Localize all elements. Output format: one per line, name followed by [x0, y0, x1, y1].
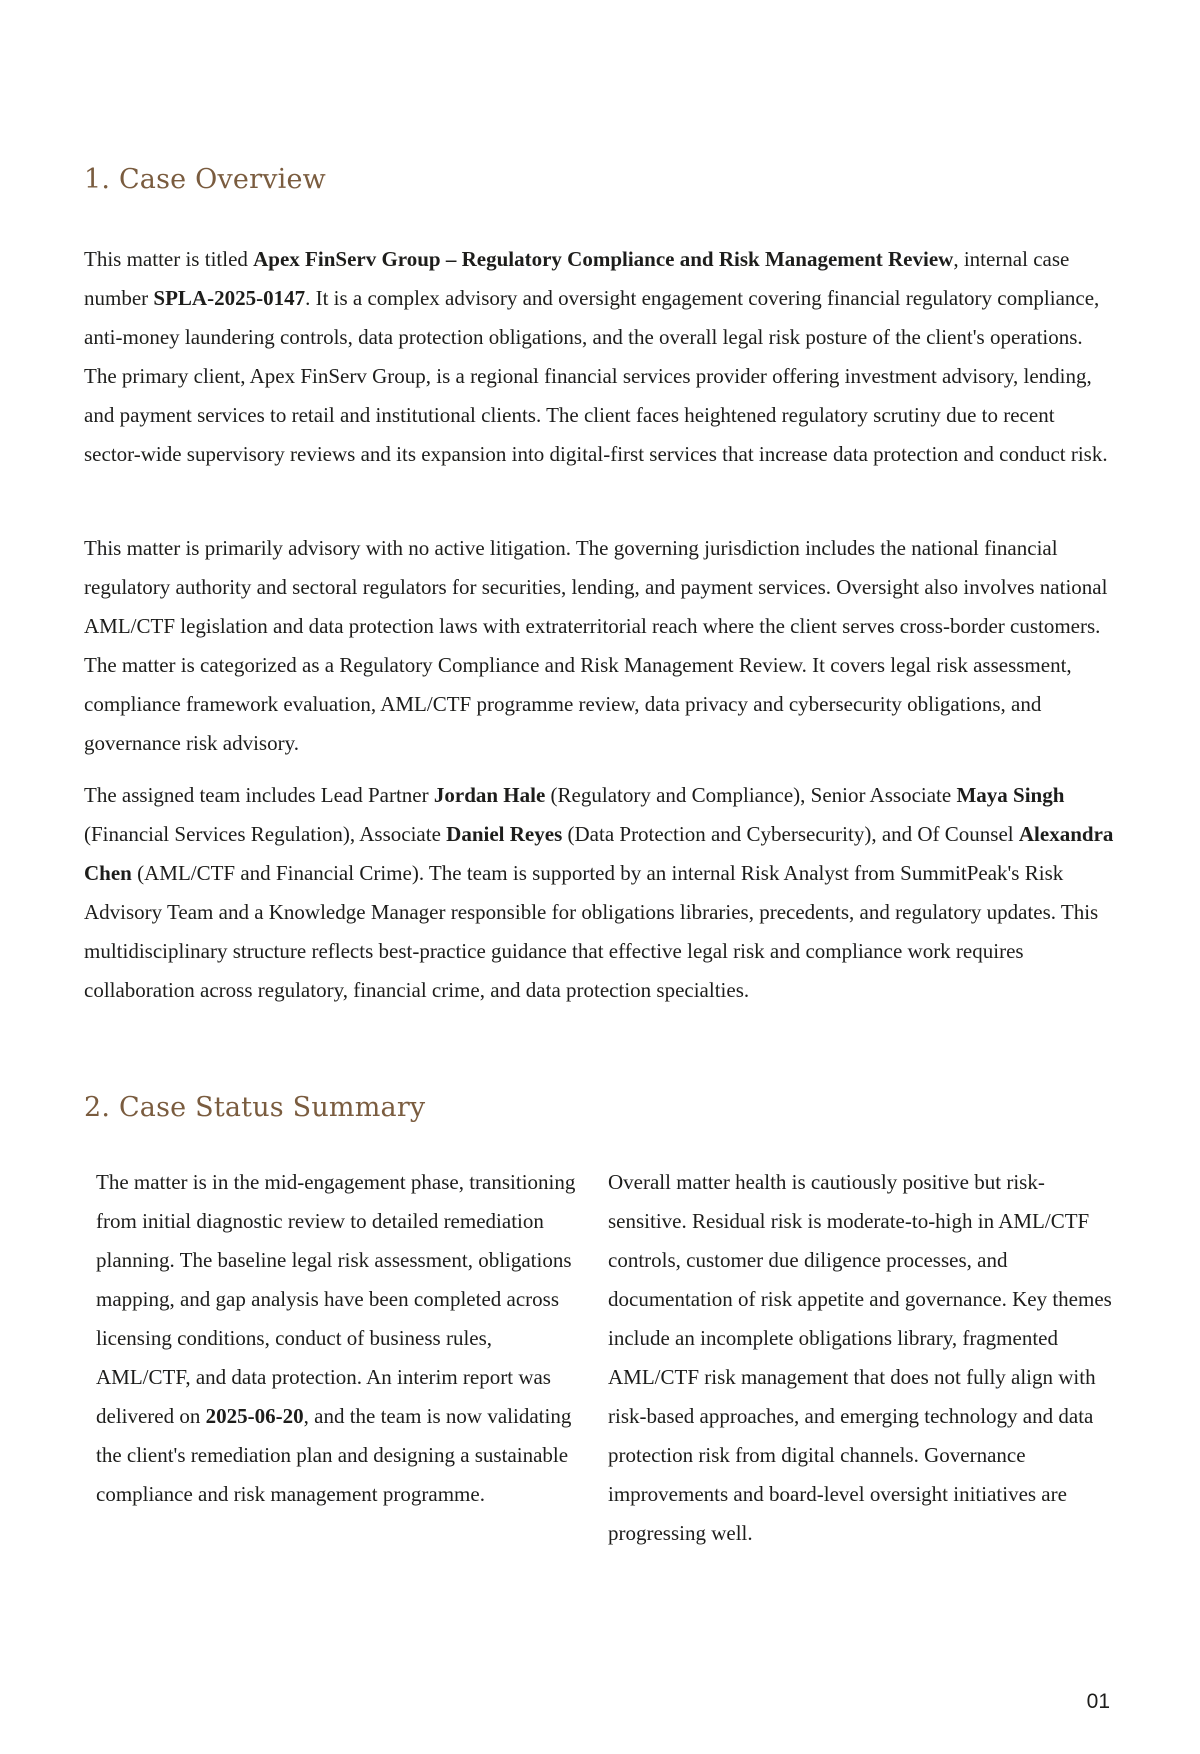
text-run: , internal case number — [84, 247, 1070, 310]
case-number: SPLA-2025-0147 — [153, 286, 306, 310]
overview-paragraph-2: This matter is primarily advisory with no active litigation. The governing jurisdiction includes the national financial regulatory authority and sectoral regulators for securities, lending, and payment services. Oversight also involves national AML/CTF legislation and data protection laws with extraterritorial reach where the client serves cross-border customers. The matter is categorized as a Regulatory Compliance and Risk Management Review. It covers legal risk assessment, compliance framework evaluation, AML/CTF programme review, data privacy and cybersecurity obligations, and governance risk advisory. — [84, 536, 1108, 755]
text-run: This matter is titled — [84, 247, 254, 271]
text-run: (Regulatory and Compliance), Senior Associate — [545, 783, 957, 807]
overview-paragraph-3 — [84, 776, 1114, 1010]
page-number: 01 — [1086, 1690, 1110, 1713]
text-run: The assigned team includes Lead Partner — [84, 783, 434, 807]
team-member-name: Maya Singh — [956, 783, 1065, 807]
text-run: The matter is in the mid-engagement phase, transitioning from initial diagnostic review to detailed remediation planning. The baseline legal risk assessment, obligations mapping, and gap analysis have been completed across licensing conditions, conduct of business rules, AML/CTF, and data protection. An interim report was delivered on — [96, 1170, 576, 1428]
status-column-left — [96, 1163, 586, 1514]
team-member-name: Jordan Hale — [433, 783, 546, 807]
team-member-name: Daniel Reyes — [446, 822, 563, 846]
team-member-name: Alexandra Chen — [84, 822, 1114, 885]
overview-paragraph-1 — [84, 240, 1114, 474]
text-run: (Data Protection and Cybersecurity), and Of Counsel — [562, 822, 1019, 846]
text-run: (AML/CTF and Financial Crime). The team is supported by an internal Risk Analyst from SummitPeak's Risk Advisory Team and a Knowledge Manager responsible for obligations libraries, precedents, and regulatory updates. This multidisciplinary structure reflects best-practice guidance that effective legal risk and compliance work requires collaboration across regulatory, financial crime, and data protection specialties. — [84, 861, 1099, 1002]
interim-report-date: 2025-06-20 — [205, 1404, 304, 1428]
section-title-case-status-summary: 2. Case Status Summary — [84, 1092, 426, 1123]
status-column-right: Overall matter health is cautiously positive but risk-sensitive. Residual risk is moderate-to-high in AML/CTF controls, customer due diligence processes, and documentation of risk appetite and governance. Key themes include an incomplete obligations library, fragmented AML/CTF risk management that does not fully align with risk-based approaches, and emerging technology and data protection risk from digital channels. Governance improvements and board-level oversight initiatives are progressing well. — [608, 1170, 1112, 1545]
text-run: (Financial Services Regulation), Associate — [84, 822, 447, 846]
text-run: , and the team is now validating the client's remediation plan and designing a sustainable compliance and risk management programme. — [96, 1404, 572, 1506]
section-title-case-overview: 1. Case Overview — [84, 164, 326, 195]
matter-title: Apex FinServ Group – Regulatory Compliance and Risk Management Review — [253, 247, 954, 271]
text-run: . It is a complex advisory and oversight engagement covering financial regulatory compliance, anti-money laundering controls, data protection obligations, and the overall legal risk posture of the client's operations. The primary client, Apex FinServ Group, is a regional financial services provider offering investment advisory, lending, and payment services to retail and institutional clients. The client faces heightened regulatory scrutiny due to recent sector-wide supervisory reviews and its expansion into digital-first services that increase data protection and conduct risk. — [84, 286, 1108, 466]
